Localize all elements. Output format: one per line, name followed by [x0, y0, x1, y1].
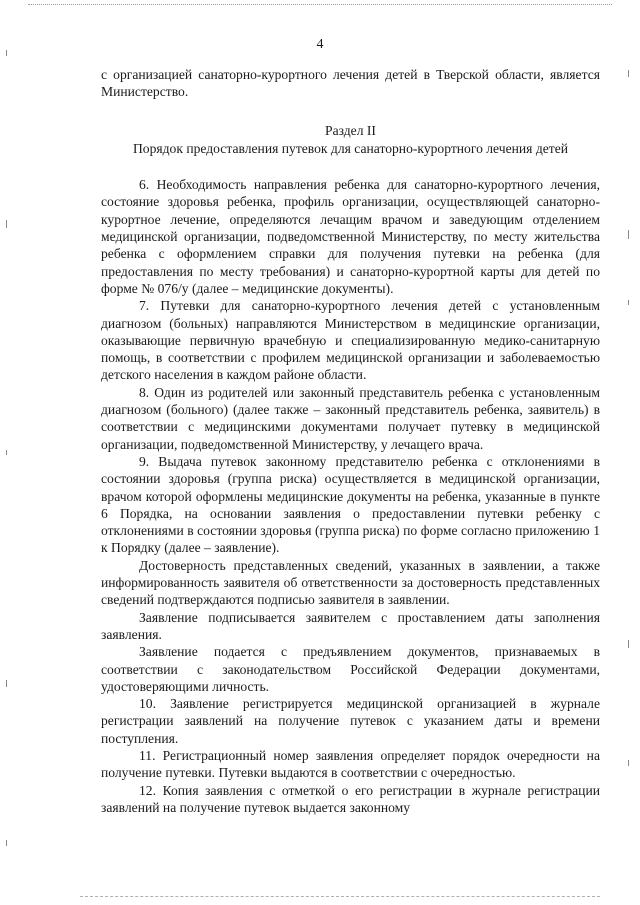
paragraph-identity-documents: Заявление подается с предъявлением документов, признаваемых в соответствии с законодательством Российской Федерации документами, удостоверяющими личность. — [101, 644, 600, 694]
document-body — [101, 66, 600, 816]
scan-margin-left — [6, 40, 8, 860]
paragraph-7: 7. Путевки для санаторно-курортного лечения детей с установленным диагнозом (больных) направляются Министерством в медицинские организации, оказывающие первичную врачебную и специализированную медико-санитарную помощь, в соответствии с профилем медицинской организации и заболеваемостью детского населения в каждом районе области. — [101, 298, 600, 383]
paragraph-reliability: Достоверность представленных сведений, указанных в заявлении, а также информированность заявителя об ответственности за достоверность представленных сведений подтверждаются подписью заявителя в заявлении. — [101, 557, 600, 608]
paragraph-12: 12. Копия заявления с отметкой о его регистрации в журнале регистрации заявлений на получение путевок выдается законному — [101, 782, 600, 815]
paragraph-10: 10. Заявление регистрируется медицинской организацией в журнале регистрации заявлений на получение путевок с указанием даты и времени поступления. — [101, 696, 600, 746]
scan-edge-bottom — [80, 896, 600, 899]
paragraph-6: 6. Необходимость направления ребенка для санаторно-курортного лечения, состояние здоровья ребенка, профиль организации, осуществляющей санаторно-курортное лечение, определяются лечащим врачом и заведующим отделением медицинской организации, подведомственной Министерству, по месту жительства ребенка с оформлением справки для получения путевки на ребенка (для предоставления по месту требования) и санаторно-курортной карты для детей по форме № 076/у (далее – медицинские документы). — [101, 177, 600, 296]
paragraph-9: 9. Выдача путевок законному представителю ребенка с отклонениями в состоянии здоровья (группа риска) осуществляется в медицинской организации, врачом которой оформлены медицинские документы на ребенка, указанные в пункте 6 Порядка, на основании заявления о предоставлении путевки ребенку с отклонениями в состоянии здоровья (группа риска) по форме согласно приложению 1 к Порядку (далее – заявление). — [101, 453, 600, 556]
section-title: Раздел II — [325, 122, 376, 138]
scan-margin-right — [628, 40, 630, 860]
page-number: 4 — [316, 37, 324, 52]
intro-paragraph: с организацией санаторно-курортного лечения детей в Тверской области, является Министерство. — [101, 67, 600, 100]
paragraph-signature: Заявление подписывается заявителем с проставлением даты заполнения заявления. — [101, 609, 600, 642]
section-subtitle: Порядок предоставления путевок для санаторно-курортного лечения детей — [132, 140, 569, 156]
scan-edge-top — [28, 4, 612, 6]
paragraph-11: 11. Регистрационный номер заявления определяет порядок очередности на получение путевки. Путевки выдаются в соответствии с очередностью. — [101, 747, 600, 781]
paragraph-8: 8. Один из родителей или законный представитель ребенка с установленным диагнозом (больного) (далее также – законный представитель ребенка, заявитель) в соответствии с медицинскими документами получает путевку в медицинской организации, подведомственной Министерству, у лечащего врача. — [101, 384, 600, 452]
